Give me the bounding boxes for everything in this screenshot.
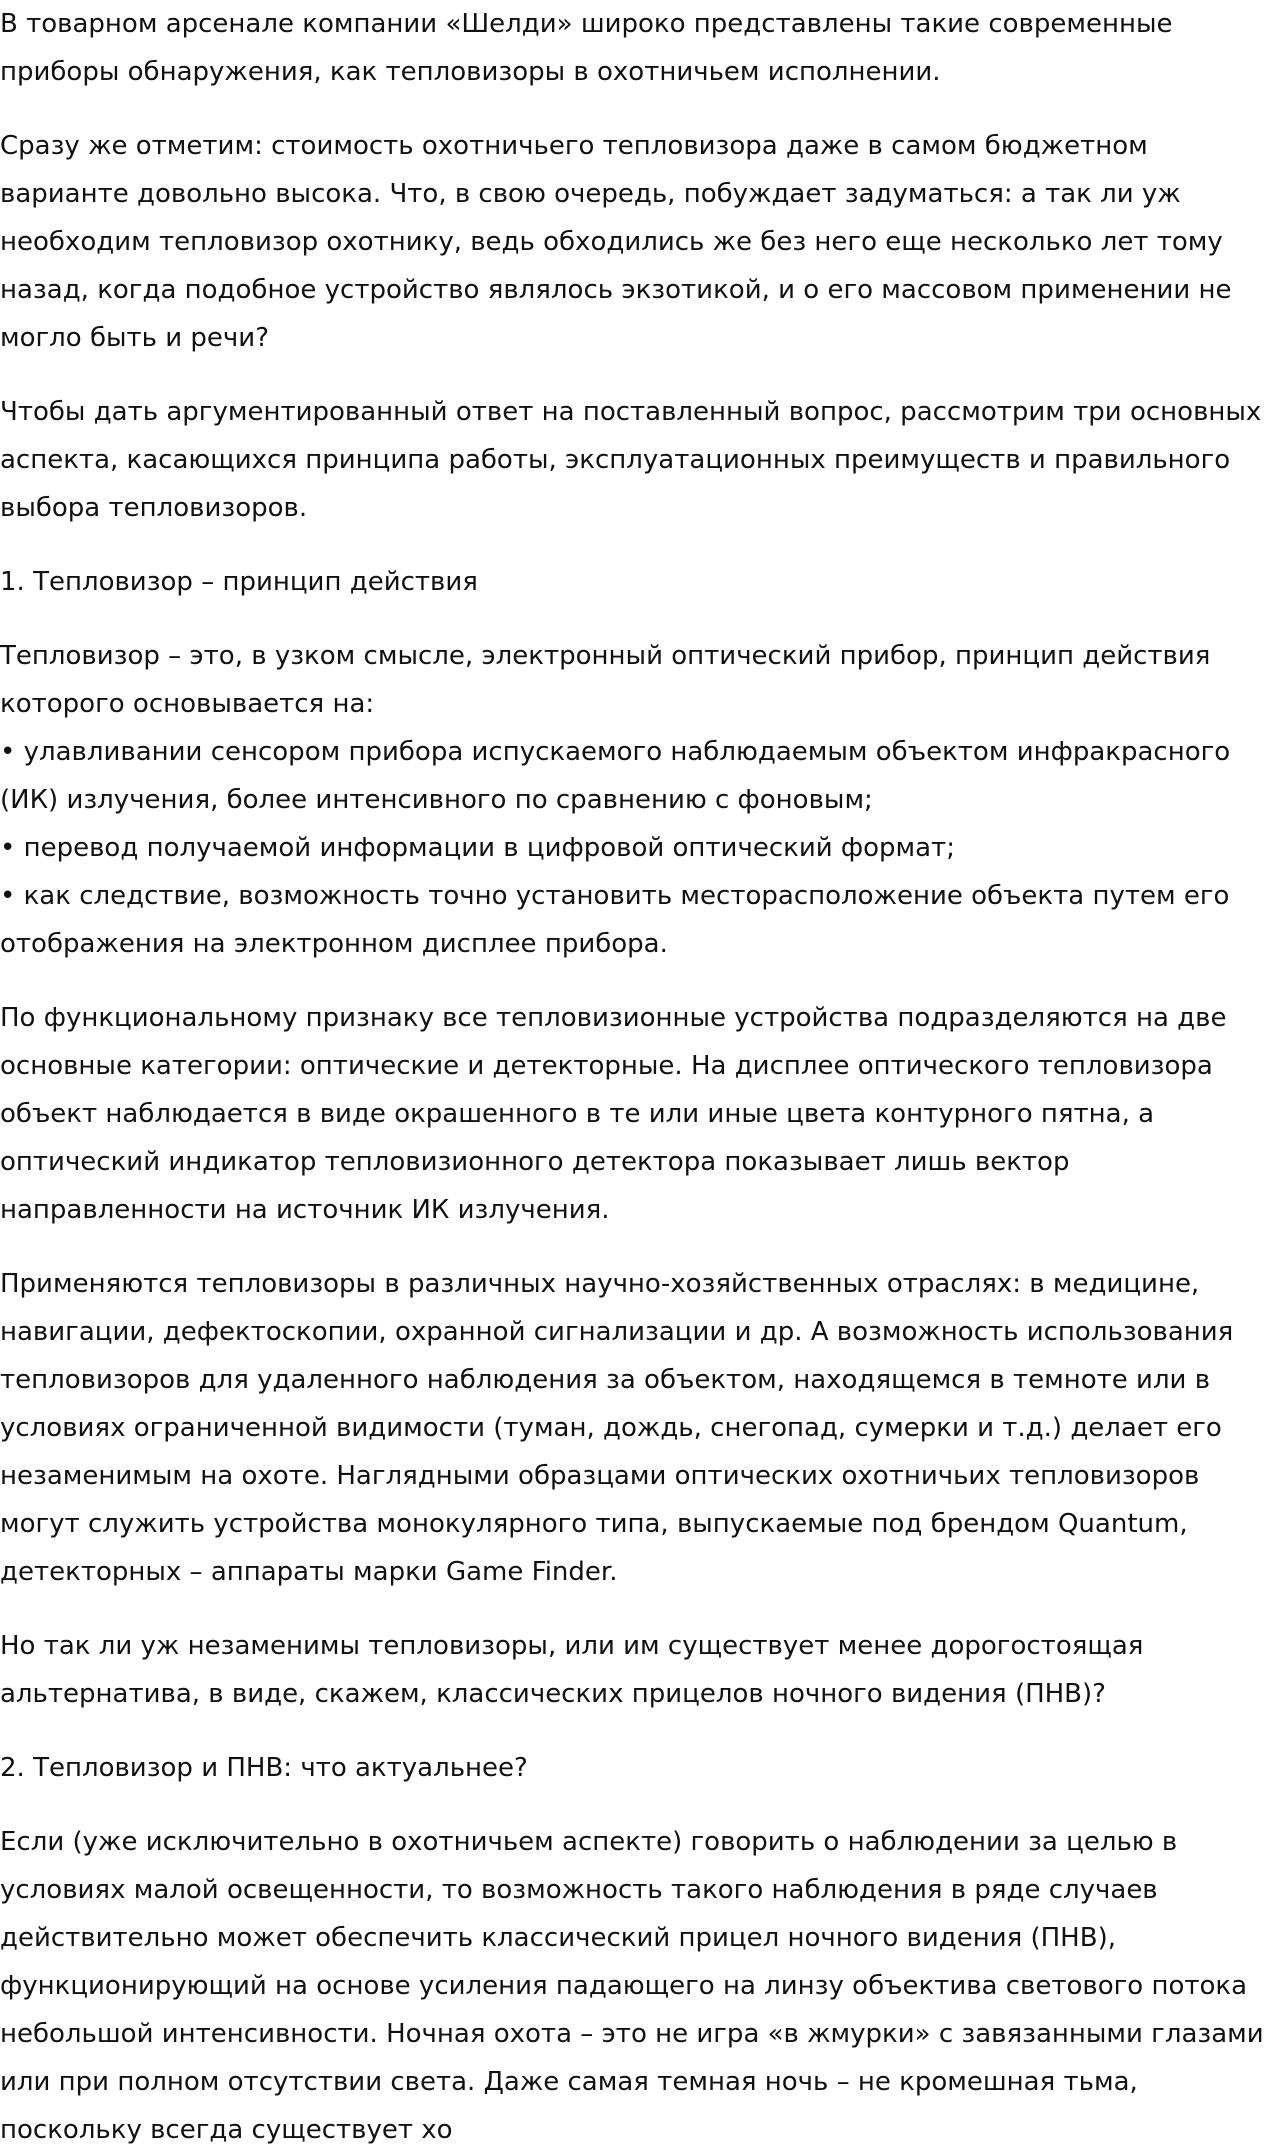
paragraph-applications: Применяются тепловизоры в различных научно-хозяйственных отраслях: в медицине, навигации, дефектоскопии, охранной сигнализации и др. А возможность использования тепловизоров для удаленного наблюдения за объектом, находящемся в темноте или в условиях ограниченной видимости (туман, дождь, снегопад, сумерки и т.д.) делает его незаменимым на охоте. Наглядными образцами оптических охотничьих тепловизоров могут служить устройства монокулярного типа, выпускаемые под брендом Quantum, детекторных – аппараты марки Game Finder.: [0, 1269, 1234, 1587]
paragraph-cost: Сразу же отметим: стоимость охотничьего тепловизора даже в самом бюджетном варианте довольно высока. Что, в свою очередь, побуждает задуматься: а так ли уж необходим тепловизор охотнику, ведь обходились же без него еще несколько лет тому назад, когда подобное устройство являлось экзотикой, и о его массовом применении не могло быть и речи?: [0, 131, 1232, 353]
paragraph-aspects: Чтобы дать аргументированный ответ на поставленный вопрос, рассмотрим три основных аспекта, касающихся принципа работы, эксплуатационных преимуществ и правильного выбора тепловизоров.: [0, 397, 1262, 523]
paragraph-night-vision: Если (уже исключительно в охотничьем аспекте) говорить о наблюдении за целью в условиях малой освещенности, то возможность такого наблюдения в ряде случаев действительно может обеспечить классический прицел ночного видения (ПНВ), функционирующий на основе усиления падающего на линзу объектива светового потока небольшой интенсивности. Ночная охота – это не игра «в жмурки» с завязанными глазами или при полном отсутствии света. Даже самая темная ночь – не кромешная тьма, поскольку всегда существует хо: [0, 1827, 1264, 2145]
section-heading-comparison: 2. Тепловизор и ПНВ: что актуальнее?: [0, 1753, 528, 1783]
section-heading-principle: 1. Тепловизор – принцип действия: [0, 567, 478, 597]
paragraph-alternative: Но так ли уж незаменимы тепловизоры, или им существует менее дорогостоящая альтернатива, в виде, скажем, классических прицелов ночного видения (ПНВ)?: [0, 1631, 1144, 1709]
paragraph-categories: По функциональному признаку все тепловизионные устройства подразделяются на две основные категории: оптические и детекторные. На дисплее оптического тепловизора объект наблюдается в виде окрашенного в те или иные цвета контурного пятна, а оптический индикатор тепловизионного детектора показывает лишь вектор направленности на источник ИК излучения.: [0, 1003, 1227, 1225]
definition-intro: Тепловизор – это, в узком смысле, электронный оптический прибор, принцип действия которого основывается на:: [0, 641, 1211, 719]
paragraph-definition: [0, 632, 1270, 968]
definition-item: • как следствие, возможность точно установить месторасположение объекта путем его отображения на электронном дисплее прибора.: [0, 881, 1230, 959]
definition-item: • улавливании сенсором прибора испускаемого наблюдаемым объектом инфракрасного (ИК) излучения, более интенсивного по сравнению с фоновым;: [0, 737, 1231, 815]
definition-item: • перевод получаемой информации в цифровой оптический формат;: [0, 833, 955, 863]
paragraph-intro: В товарном арсенале компании «Шелди» широко представлены такие современные приборы обнаружения, как тепловизоры в охотничьем исполнении.: [0, 9, 1173, 87]
